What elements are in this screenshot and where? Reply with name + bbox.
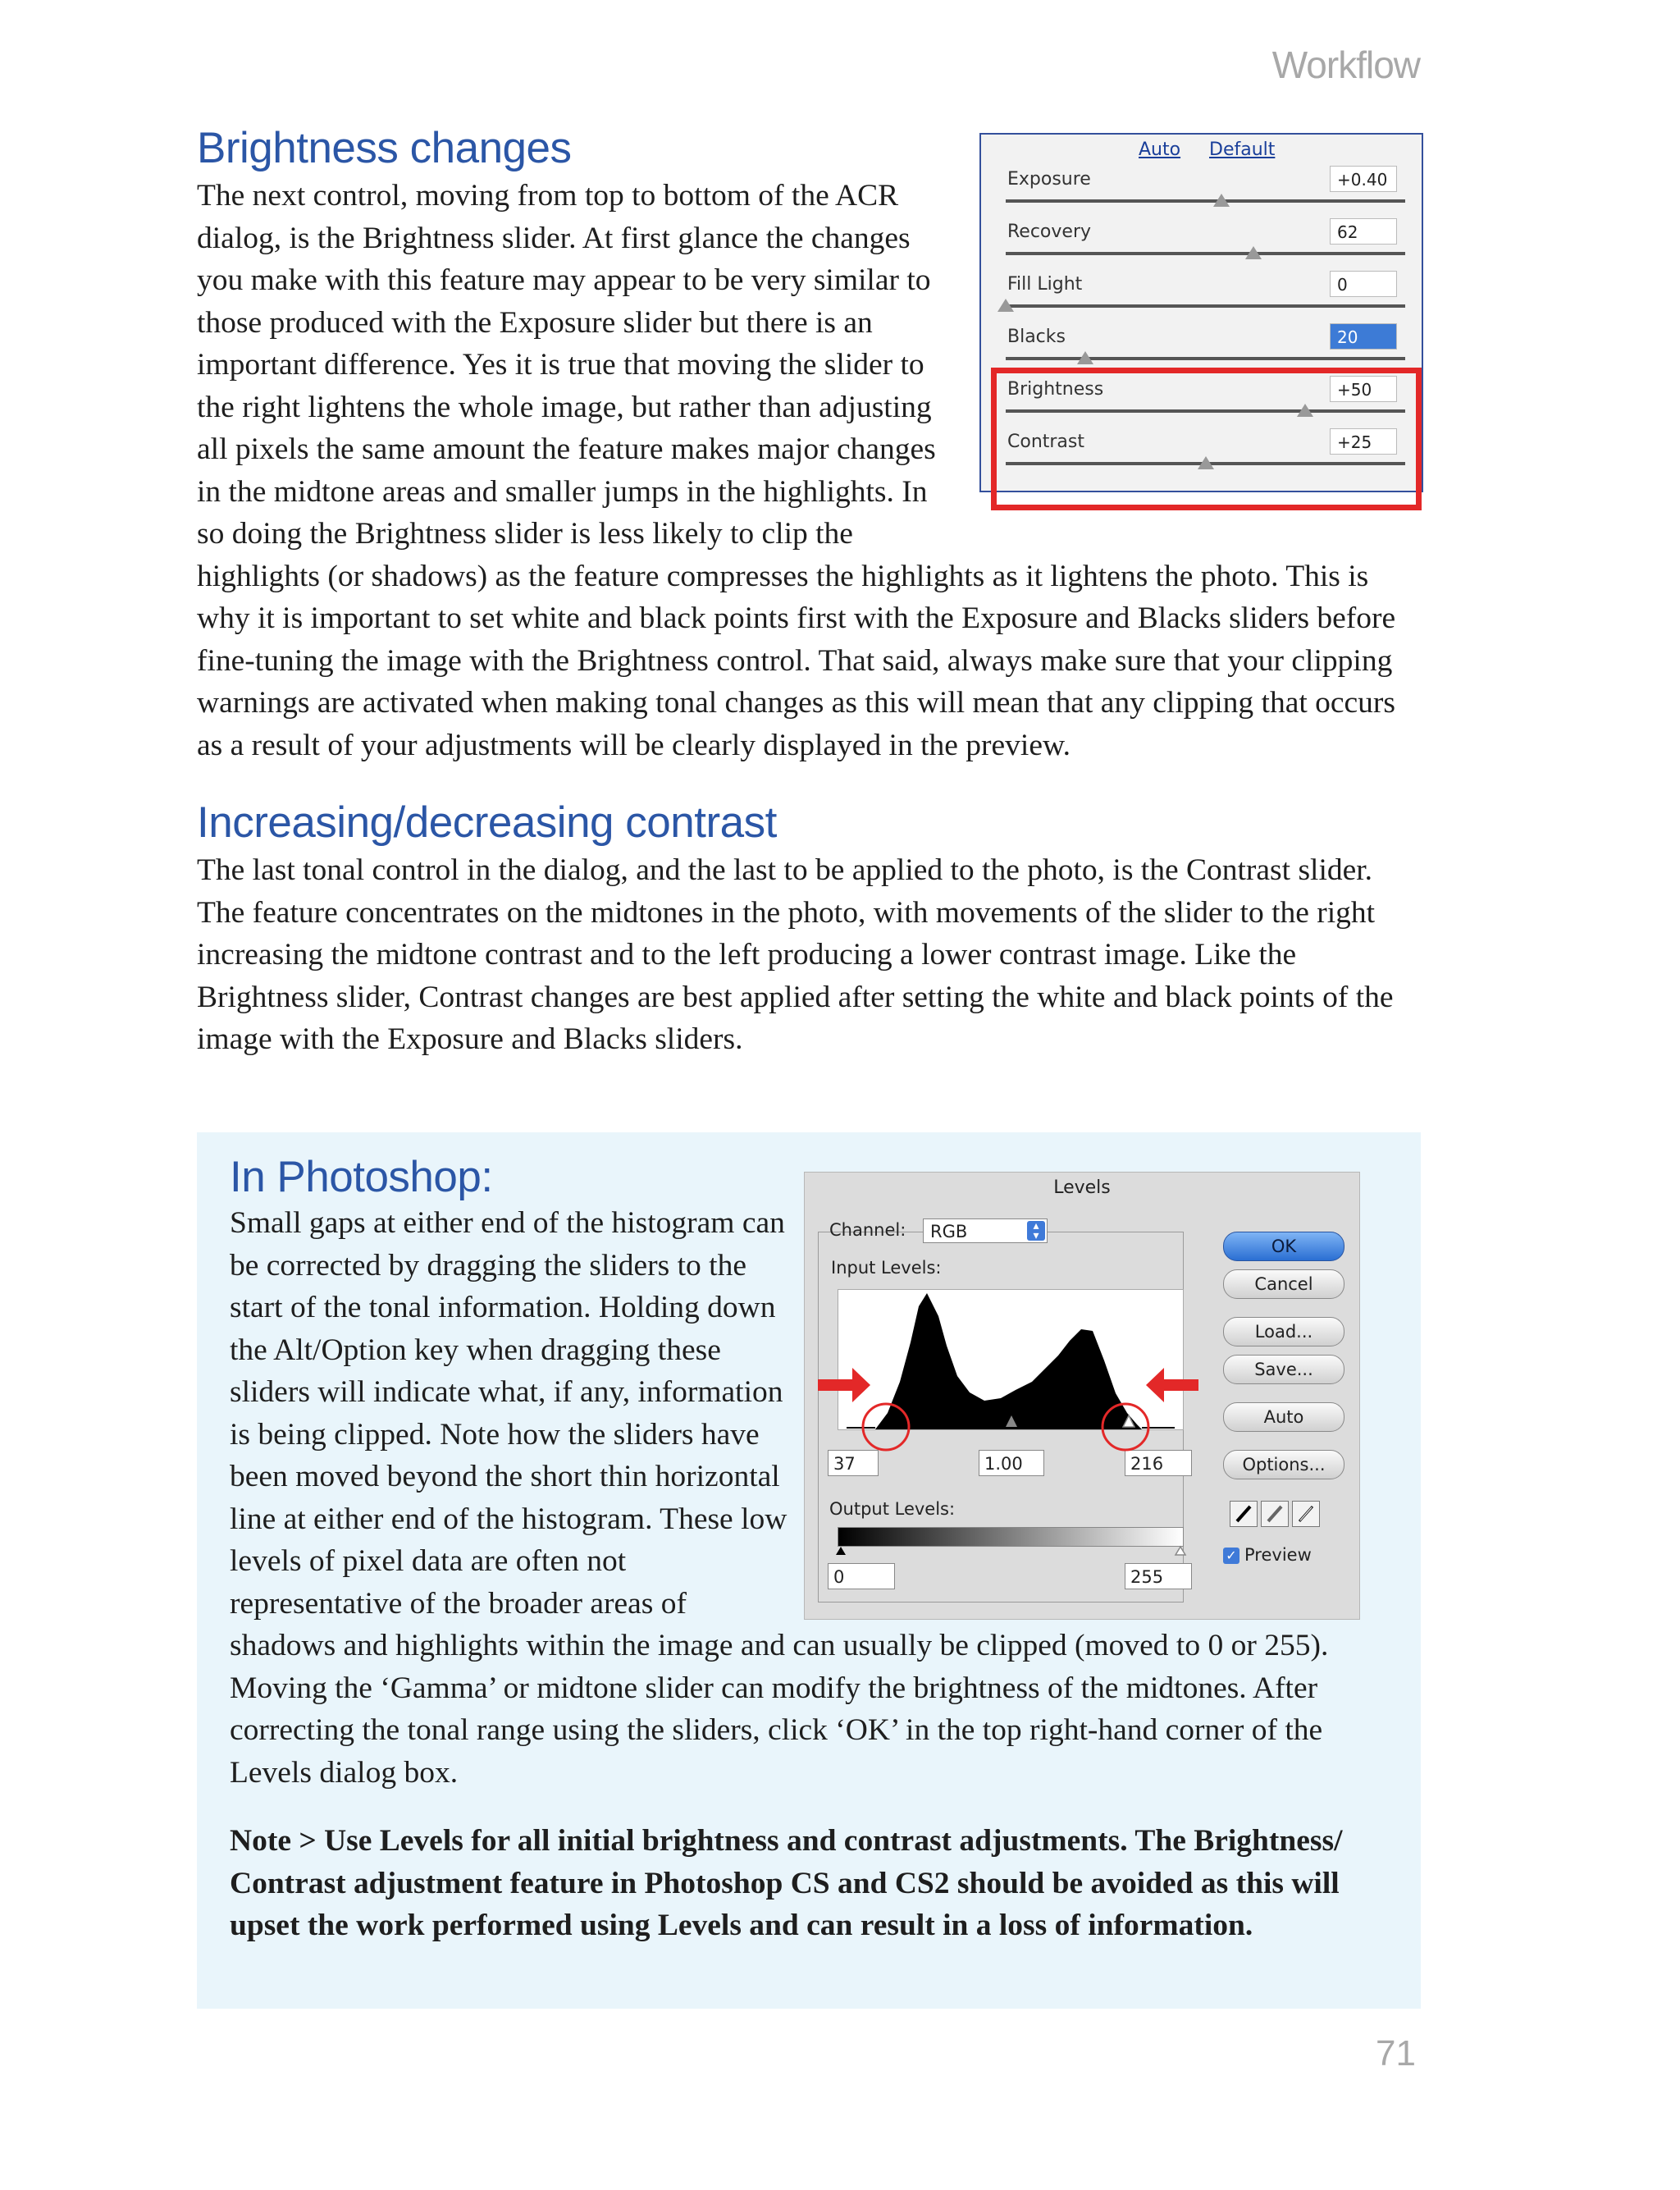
preview-label: Preview bbox=[1244, 1545, 1312, 1565]
fill-light-slider-thumb[interactable] bbox=[998, 299, 1014, 312]
blacks-value-field[interactable]: 20 bbox=[1330, 323, 1397, 350]
page-number: 71 bbox=[1376, 2033, 1416, 2073]
slider-label: Brightness bbox=[1007, 379, 1104, 400]
slider-label: Exposure bbox=[1007, 169, 1091, 190]
blacks-slider-thumb[interactable] bbox=[1077, 351, 1093, 364]
levels-annotations bbox=[805, 1173, 1359, 1619]
slider-track[interactable] bbox=[1006, 199, 1405, 203]
recovery-slider-row bbox=[981, 217, 1422, 269]
section-label: Workflow bbox=[1271, 43, 1420, 86]
input-slider-marks bbox=[836, 1415, 1185, 1555]
channel-label: Channel: bbox=[829, 1220, 906, 1240]
slider-label: Recovery bbox=[1007, 222, 1092, 242]
dialog-title: Levels bbox=[1053, 1177, 1111, 1198]
brightness-value-field[interactable]: +50 bbox=[1330, 376, 1397, 402]
options-button[interactable]: Options... bbox=[1223, 1450, 1344, 1479]
default-link[interactable]: Default bbox=[1209, 139, 1276, 160]
channel-value: RGB bbox=[930, 1222, 968, 1241]
input-levels-label: Input Levels: bbox=[831, 1258, 942, 1278]
brightness-heading: Brightness changes bbox=[197, 124, 572, 172]
photoshop-heading: In Photoshop: bbox=[230, 1153, 493, 1201]
auto-button[interactable]: Auto bbox=[1223, 1402, 1344, 1432]
levels-dialog-screenshot bbox=[804, 1172, 1360, 1620]
contrast-heading: Increasing/decreasing contrast bbox=[197, 798, 777, 847]
slider-label: Fill Light bbox=[1007, 274, 1083, 295]
photoshop-text: Small gaps at either end of the histogram can be corrected by dragging the sliders to the start of the tonal information. Holding down the Alt/Option key when dragging these sliders will indicate what, if any, information is being clipped. Note how the sliders have been moved beyond the short thin horizontal line at either end of the histogram. These low levels of pixel data are often not representative of the broader areas of shadows and highlights within the image and can usually be clipped (moved to 0 or 255). Moving the ‘Gamma’ or midtone slider can modify the brightness of the midtones. After correcting the tonal range using the sliders, click ‘OK’ in the top right-hand corner of the Levels dialog box. bbox=[230, 1206, 1329, 1790]
slider-track[interactable] bbox=[1006, 357, 1405, 360]
load-button[interactable]: Load... bbox=[1223, 1317, 1344, 1346]
slider-track[interactable] bbox=[1006, 304, 1405, 308]
contrast-body: The last tonal control in the dialog, and the last to be applied to the photo, is the Contrast slider. The feature concentrates on the midtones in the photo, with movements of the slider to the right increasing the midtone contrast and to the left producing a lower contrast image. Like the Brightness slider, Contrast changes are best applied after setting the white and black points of the image with the Exposure and Blacks sliders. bbox=[197, 853, 1394, 1056]
slider-track[interactable] bbox=[1006, 252, 1405, 255]
checkmark-icon: ✓ bbox=[1223, 1548, 1239, 1564]
slider-label: Blacks bbox=[1007, 327, 1066, 347]
exposure-slider-thumb[interactable] bbox=[1213, 194, 1230, 207]
output-black-field[interactable]: 0 bbox=[828, 1563, 895, 1589]
highlight-rectangle bbox=[991, 368, 1422, 510]
ok-button[interactable]: OK bbox=[1223, 1232, 1344, 1261]
auto-link[interactable]: Auto bbox=[1139, 139, 1181, 160]
recovery-value-field[interactable]: 62 bbox=[1330, 218, 1397, 245]
exposure-slider-row bbox=[981, 164, 1422, 217]
fill-light-slider-row bbox=[981, 269, 1422, 322]
input-black-field[interactable]: 37 bbox=[828, 1450, 879, 1476]
exposure-value-field[interactable]: +0.40 bbox=[1330, 166, 1397, 192]
contrast-value-field[interactable]: +25 bbox=[1330, 428, 1397, 455]
output-white-field[interactable]: 255 bbox=[1125, 1563, 1192, 1589]
input-white-field[interactable]: 216 bbox=[1125, 1450, 1192, 1476]
output-levels-label: Output Levels: bbox=[829, 1499, 956, 1519]
red-arrow-right-icon bbox=[1146, 1368, 1198, 1402]
blacks-slider-row bbox=[981, 322, 1422, 374]
slider-label: Contrast bbox=[1007, 432, 1085, 452]
levels-note: Note > Use Levels for all initial brightness and contrast adjustments. The Brightness/ Contrast adjustment feature in Photoshop CS and CS2 should be avoided as this will upset the work performed using Levels and can result in a loss of information. bbox=[230, 1824, 1343, 1942]
red-arrow-left-icon bbox=[818, 1368, 870, 1402]
fill-light-value-field[interactable]: 0 bbox=[1330, 271, 1397, 297]
cancel-button[interactable]: Cancel bbox=[1223, 1269, 1344, 1299]
stepper-icon: ▴ ▾ bbox=[1027, 1221, 1045, 1241]
input-gamma-field[interactable]: 1.00 bbox=[979, 1450, 1044, 1476]
brightness-text: The next control, moving from top to bottom of the ACR dialog, is the Brightness slider. At first glance the changes you make with this feature may appear to be very similar to those produced with the Exposure slider but there is an important difference. Yes it is true that moving the slider to the right lightens the whole image, but rather than adjusting all pixels the same amount the feature makes major changes in the midtone areas and smaller jumps in the highlights. In so doing the Brightness slider is less likely to clip the highlights (or shadows) as the feature compresses the highlights as it lightens the photo. This is why it is important to set white and black points first with the Exposure and Blacks sliders before fine-tuning the image with the Brightness control. That said, always make sure that your clipping warnings are activated when making tonal changes as this will mean that any clipping that occurs as a result of your adjustments will be clearly displayed in the preview. bbox=[197, 179, 1396, 762]
recovery-slider-thumb[interactable] bbox=[1245, 246, 1262, 259]
save-button[interactable]: Save... bbox=[1223, 1355, 1344, 1384]
